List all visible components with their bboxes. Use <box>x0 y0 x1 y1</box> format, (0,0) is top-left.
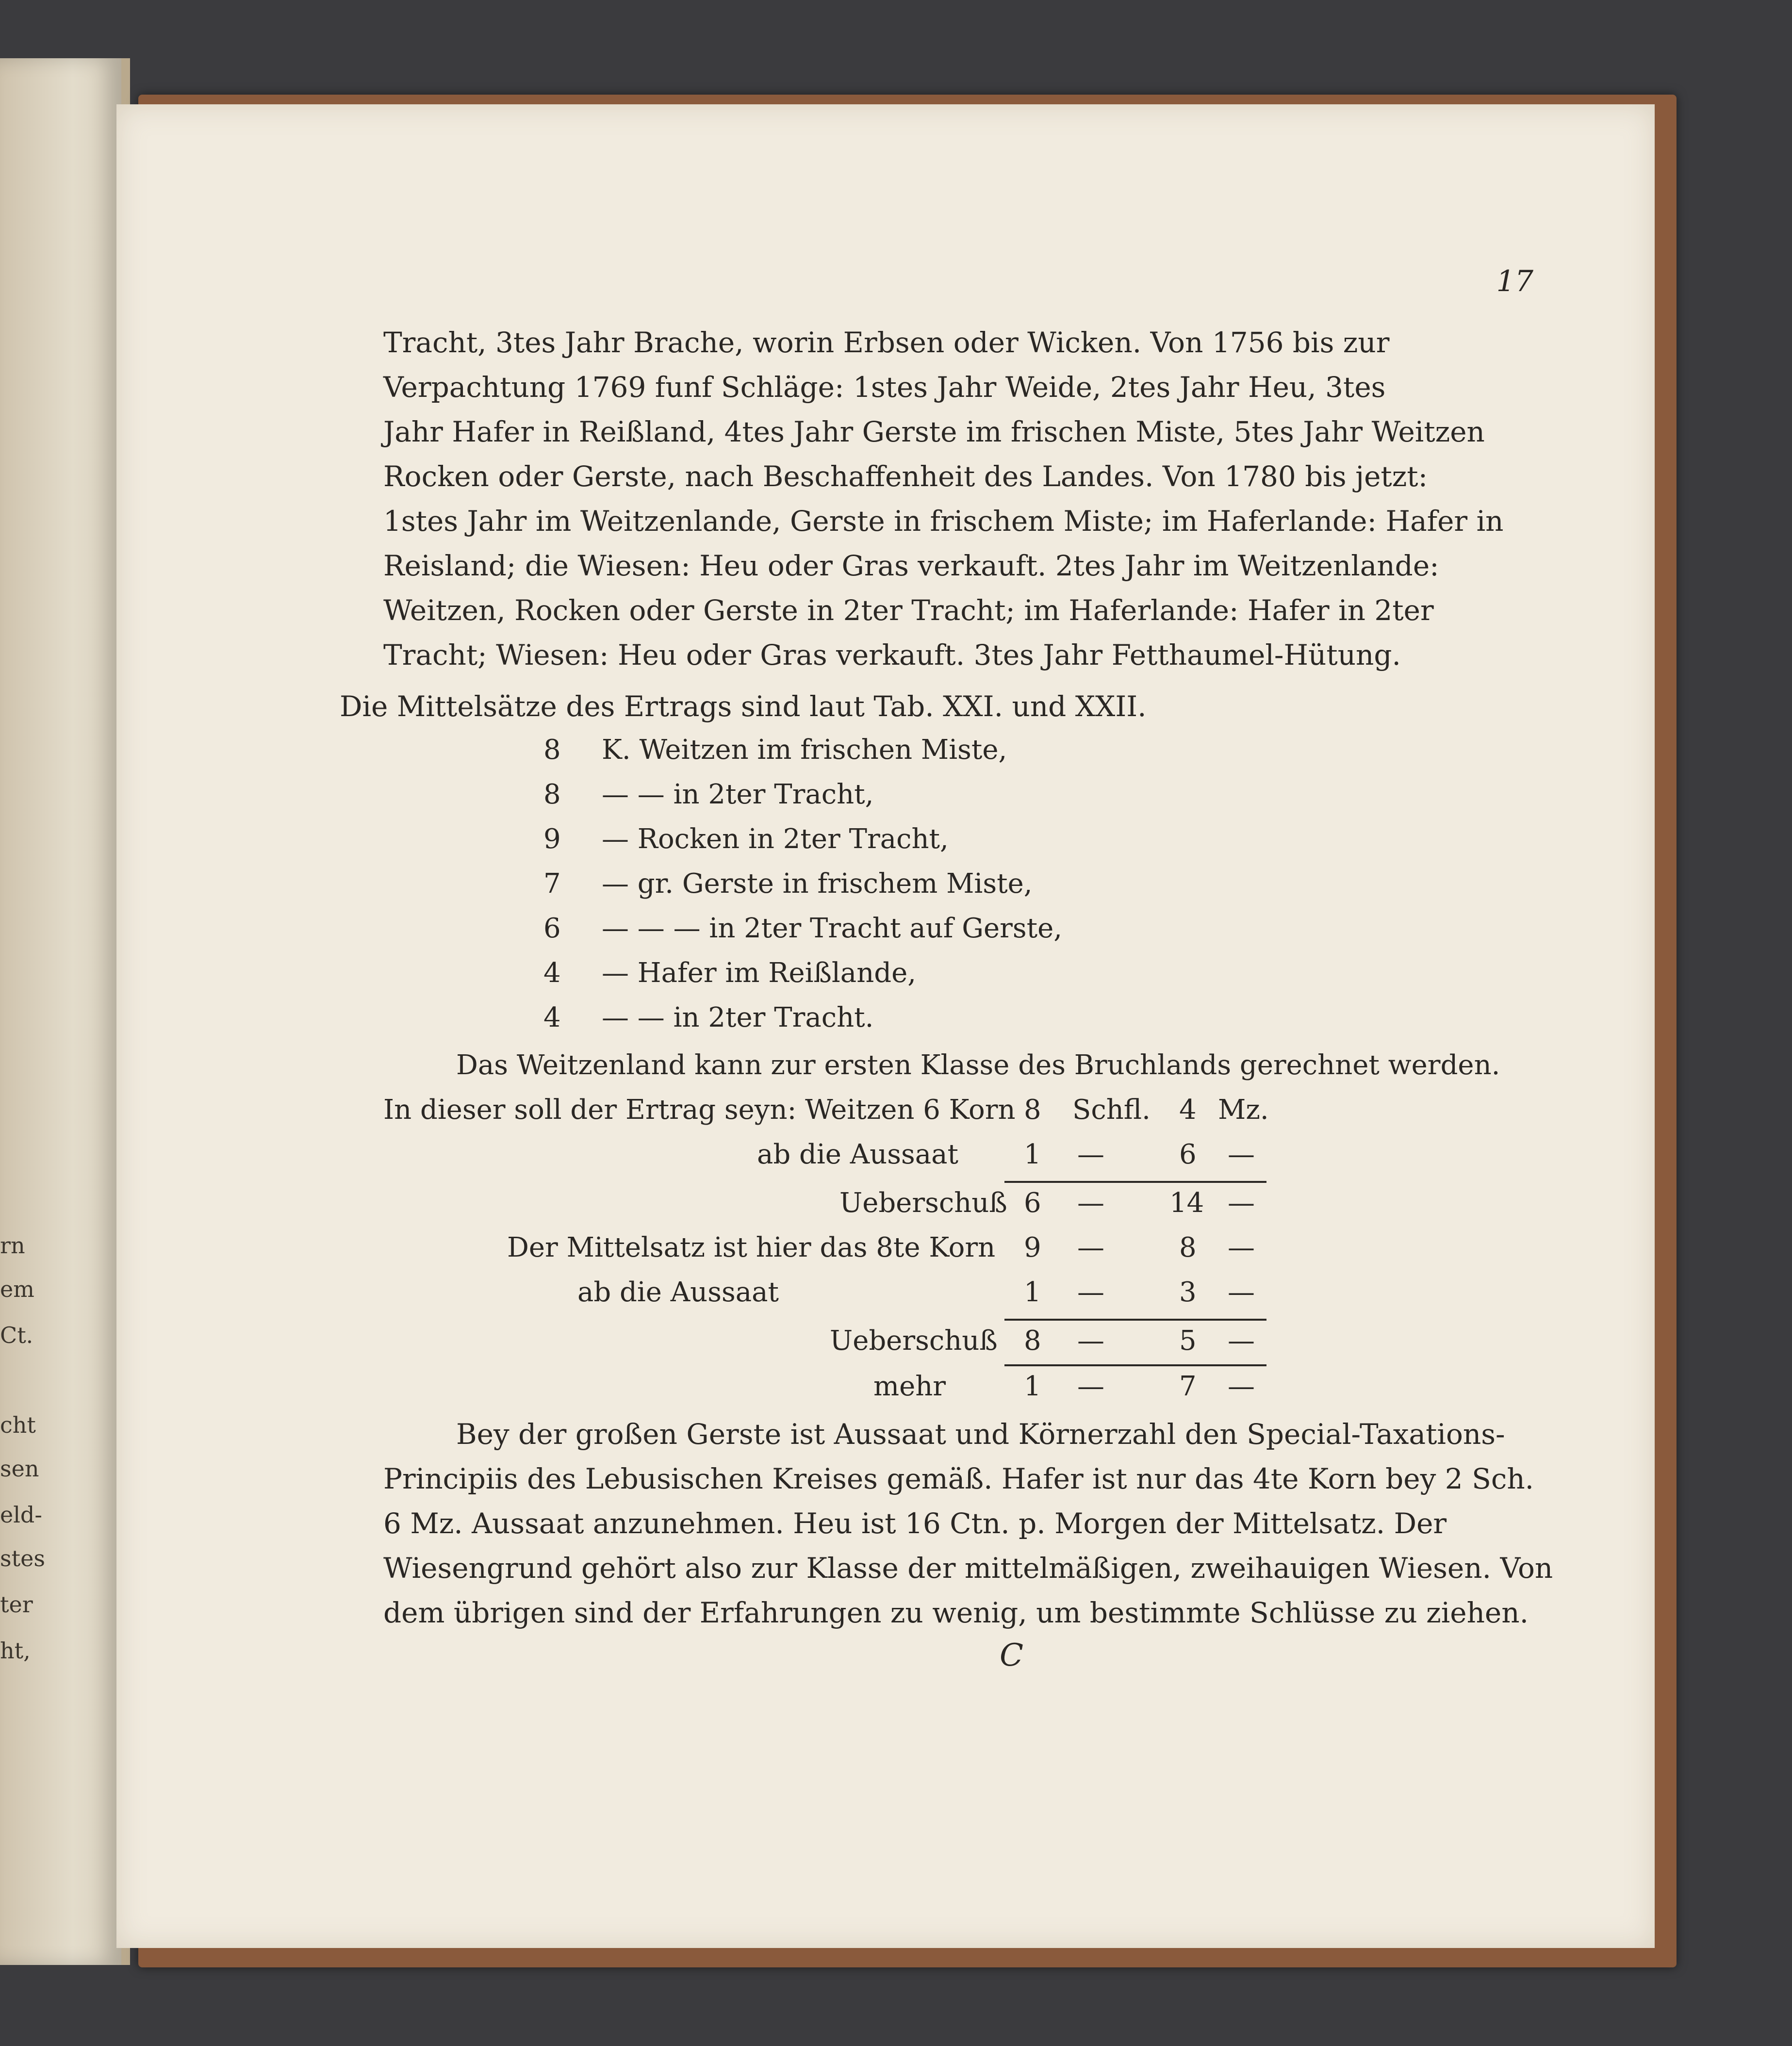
text-line: 6 Mz. Aussaat anzunehmen. Heu ist 16 Ctn. p. Morgen der Mittelsatz. Der <box>383 1507 1447 1540</box>
facing-page-edge <box>0 58 130 1965</box>
calc-row-label: In dieser soll der Ertrag seyn: Weitzen 6 Korn <box>383 1094 1016 1126</box>
calc-value: 5 <box>1179 1325 1197 1357</box>
calc-value: 6 <box>1179 1139 1197 1170</box>
calc-row-label: Der Mittelsatz ist hier das 8te Korn <box>507 1232 996 1263</box>
calc-value: 7 <box>1179 1371 1197 1402</box>
yield-grain-count: 9 <box>543 823 561 855</box>
facing-page-fragment: stes <box>0 1545 45 1571</box>
yield-text: — — — in 2ter Tracht auf Gerste, <box>602 913 1063 944</box>
calc-value: 1 <box>1024 1277 1041 1308</box>
text-line: Rocken oder Gerste, nach Beschaffenheit des Landes. Von 1780 bis jetzt: <box>383 460 1428 493</box>
sum-rule <box>1004 1364 1266 1366</box>
facing-page-fragment: sen <box>0 1456 39 1482</box>
yield-row <box>543 862 1062 906</box>
calc-row-label: Ueberschuß <box>839 1187 1007 1219</box>
yield-grain-count: 8 <box>543 779 561 810</box>
text-line: Principiis des Lebusischen Kreises gemäß. Hafer ist nur das 4te Korn bey 2 Sch. <box>383 1462 1534 1495</box>
calc-heading: Das Weitzenland kann zur ersten Klasse des Bruchlands gerechnet werden. <box>456 1049 1500 1081</box>
facing-page-fragment: em <box>0 1276 34 1302</box>
facing-page-fragment: Ct. <box>0 1322 33 1348</box>
page-number: 17 <box>1496 264 1533 298</box>
facing-page-fragment: cht <box>0 1412 36 1438</box>
calc-row-label: ab die Aussaat <box>577 1277 779 1308</box>
yield-text: — — in 2ter Tracht, <box>602 779 874 810</box>
facing-page-fragment: eld- <box>0 1502 42 1528</box>
text-line: Bey der großen Gerste ist Aussaat und Körnerzahl den Special-Taxations- <box>456 1418 1505 1451</box>
yield-grain-count: 7 <box>543 868 561 900</box>
calc-value: 3 <box>1179 1277 1197 1308</box>
text-line: Jahr Hafer in Reißland, 4tes Jahr Gerste im frischen Miste, 5tes Jahr Weitzen <box>383 415 1485 448</box>
calc-value: 14 <box>1169 1187 1204 1219</box>
calc-value: 4 <box>1179 1094 1197 1126</box>
calc-dash: — <box>1228 1139 1255 1170</box>
intro-line <box>340 684 1359 729</box>
calc-value: 1 <box>1024 1371 1041 1402</box>
text-line: Wiesengrund gehört also zur Klasse der mittelmäßigen, zweihauigen Wiesen. Von <box>383 1552 1553 1585</box>
text-line: 1stes Jahr im Weitzenlande, Gerste in frischem Miste; im Haferlande: Hafer in <box>383 505 1504 538</box>
yield-grain-count: 4 <box>543 1002 561 1033</box>
yield-row <box>543 951 1062 996</box>
calc-dash: — <box>1228 1232 1255 1263</box>
calc-value: 8 <box>1179 1232 1197 1263</box>
yield-text: — Rocken in 2ter Tracht, <box>602 823 949 855</box>
calc-dash: — <box>1077 1325 1104 1357</box>
yield-row <box>543 772 1062 817</box>
sum-rule <box>1004 1319 1266 1321</box>
text-line: Weitzen, Rocken oder Gerste in 2ter Tracht; im Haferlande: Hafer in 2ter <box>383 594 1434 627</box>
yield-text: K. Weitzen im frischen Miste, <box>602 734 1007 766</box>
calc-dash: — <box>1077 1187 1104 1219</box>
calc-dash: — <box>1228 1277 1255 1308</box>
calc-row-label: Ueberschuß <box>830 1325 998 1357</box>
yield-text: — Hafer im Reißlande, <box>602 957 917 989</box>
yield-grain-count: 6 <box>543 913 561 944</box>
calc-dash: — <box>1077 1277 1104 1308</box>
calc-dash: — <box>1077 1371 1104 1402</box>
calc-value: 6 <box>1024 1187 1041 1219</box>
yield-row <box>543 996 1062 1040</box>
yield-list <box>543 728 1062 1040</box>
calc-dash: — <box>1228 1325 1255 1357</box>
calc-value: 8 <box>1024 1325 1041 1357</box>
yield-row <box>543 728 1062 772</box>
facing-page-fragment: ter <box>0 1591 33 1618</box>
calc-dash: — <box>1228 1187 1255 1219</box>
yield-row <box>543 906 1062 951</box>
text-line: dem übrigen sind der Erfahrungen zu wenig, um bestimmte Schlüsse zu ziehen. <box>383 1596 1529 1629</box>
text-line: Tracht, 3tes Jahr Brache, worin Erbsen oder Wicken. Von 1756 bis zur <box>383 326 1390 359</box>
yield-row <box>543 817 1062 862</box>
calc-dash: — <box>1077 1232 1104 1263</box>
calc-value: 8 <box>1024 1094 1041 1126</box>
calc-dash: — <box>1228 1371 1255 1402</box>
facing-page-fragment: ht, <box>0 1637 31 1664</box>
yield-text: — — in 2ter Tracht. <box>602 1002 874 1033</box>
yield-grain-count: 8 <box>543 734 561 766</box>
calc-value: 9 <box>1024 1232 1041 1263</box>
yield-text: — gr. Gerste in frischem Miste, <box>602 868 1033 900</box>
calc-unit: Schfl. <box>1072 1094 1151 1126</box>
text-line: Tracht; Wiesen: Heu oder Gras verkauft. 3tes Jahr Fetthaumel-Hütung. <box>383 638 1401 671</box>
calc-dash: — <box>1077 1139 1104 1170</box>
paragraph-1 <box>383 320 1504 677</box>
paragraph-2 <box>383 1412 1553 1635</box>
facing-page-fragment: rn <box>0 1232 25 1259</box>
sum-rule <box>1004 1181 1266 1183</box>
calc-row-label: ab die Aussaat <box>757 1139 958 1170</box>
text-line: Reisland; die Wiesen: Heu oder Gras verkauft. 2tes Jahr im Weitzenlande: <box>383 549 1439 582</box>
calc-row-label: mehr <box>873 1371 946 1402</box>
calc-unit: Mz. <box>1218 1094 1269 1126</box>
book-page <box>116 104 1655 1948</box>
signature-mark: C <box>1000 1637 1023 1673</box>
calc-value: 1 <box>1024 1139 1041 1170</box>
text-line: Verpachtung 1769 funf Schläge: 1stes Jahr Weide, 2tes Jahr Heu, 3tes <box>383 371 1386 404</box>
text-line: Die Mittelsätze des Ertrags sind laut Tab. XXI. und XXII. <box>340 690 1147 723</box>
yield-grain-count: 4 <box>543 957 561 989</box>
